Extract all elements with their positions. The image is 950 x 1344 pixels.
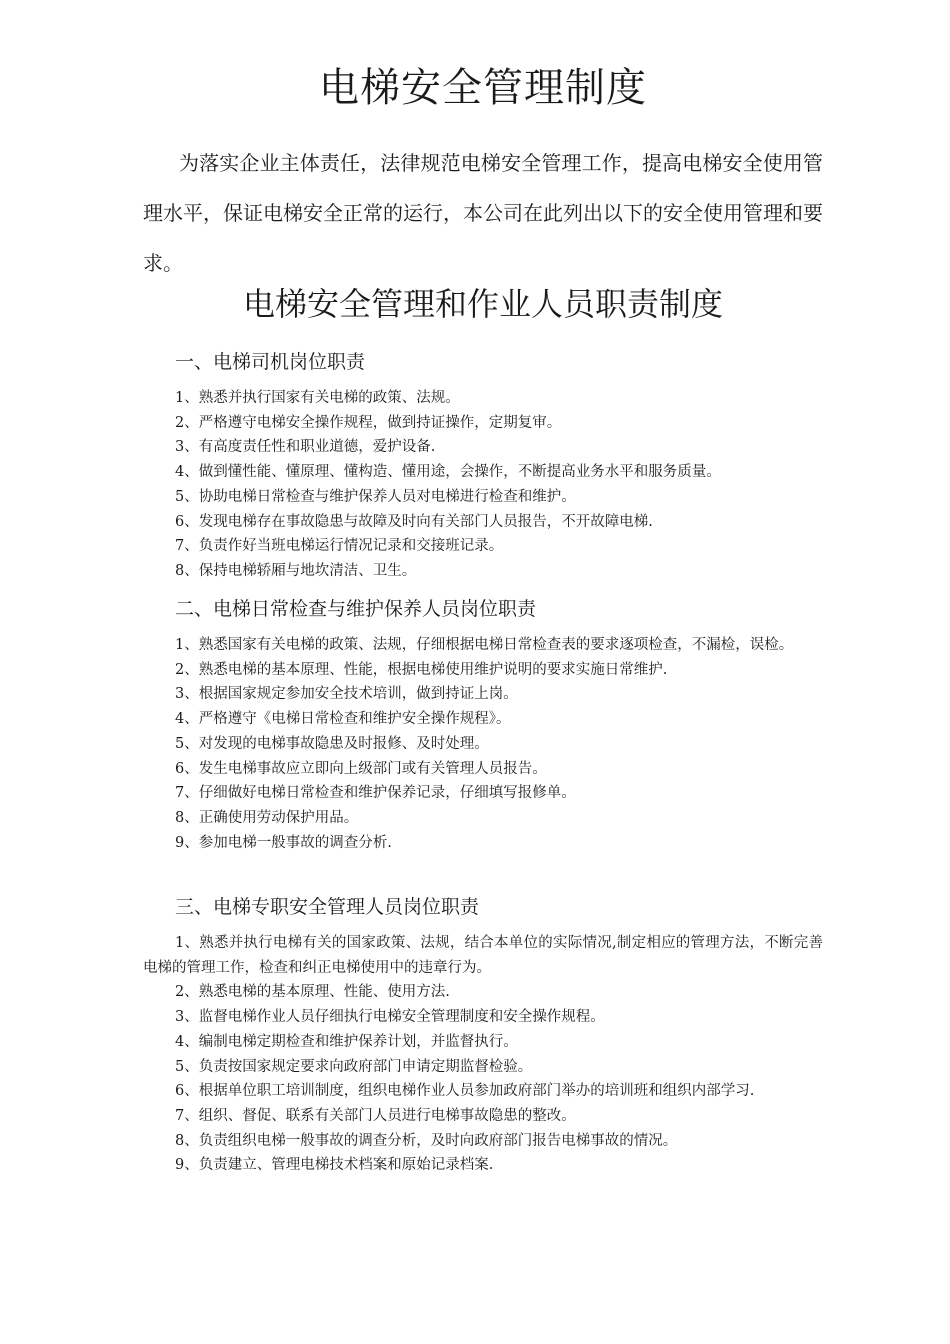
list-item: 3、根据国家规定参加安全技术培训，做到持证上岗。 [175, 686, 518, 703]
list-item: 2、熟悉电梯的基本原理、性能、使用方法. [175, 984, 450, 1001]
intro-paragraph: 为落实企业主体责任，法律规范电梯安全管理工作，提高电梯安全使用管理水平，保证电梯安全正常的运行，本公司在此列出以下的安全使用管理和要求。 [143, 151, 823, 275]
subsection-heading: 二、电梯日常检查与维护保养人员岗位职责 [175, 598, 537, 620]
list-item: 2、严格遵守电梯安全操作规程，做到持证操作，定期复审。 [175, 414, 562, 431]
list-item: 9、参加电梯一般事故的调查分析. [175, 834, 392, 851]
list-item: 9、负责建立、管理电梯技术档案和原始记录档案. [175, 1157, 494, 1174]
list-item: 7、组织、督促、联系有关部门人员进行电梯事故隐患的整改。 [175, 1107, 576, 1124]
list-item: 4、严格遵守《电梯日常检查和维护安全操作规程》。 [175, 711, 511, 728]
list-item: 7、负责作好当班电梯运行情况记录和交接班记录。 [175, 538, 504, 555]
list-item: 8、保持电梯轿厢与地坎清洁、卫生。 [175, 562, 417, 579]
list-item: 5、协助电梯日常检查与维护保养人员对电梯进行检查和维护。 [175, 488, 576, 505]
list-item: 8、负责组织电梯一般事故的调查分析，及时向政府部门报告电梯事故的情况。 [175, 1132, 678, 1149]
list-item: 1、熟悉并执行电梯有关的国家政策、法规，结合本单位的实际情况,制定相应的管理方法，不断完善电梯的管理工作，检查和纠正电梯使用中的违章行为。 [143, 935, 823, 976]
list-item: 2、熟悉电梯的基本原理、性能，根据电梯使用维护说明的要求实施日常维护. [175, 661, 668, 678]
list-item: 1、熟悉国家有关电梯的政策、法规，仔细根据电梯日常检查表的要求逐项检查，不漏检，误检。 [175, 637, 794, 653]
subsection-heading: 一、电梯司机岗位职责 [175, 351, 366, 373]
list-item: 1、熟悉并执行国家有关电梯的政策、法规。 [175, 390, 460, 406]
list-item: 3、监督电梯作业人员仔细执行电梯安全管理制度和安全操作规程。 [175, 1009, 605, 1026]
subsection-heading: 三、电梯专职安全管理人员岗位职责 [175, 896, 480, 918]
section-safety-manager-duties [143, 893, 823, 1178]
list-item: 3、有高度责任性和职业道德，爱护设备. [175, 439, 436, 456]
list-item: 4、做到懂性能、懂原理、懂构造、懂用途，会操作，不断提高业务水平和服务质量。 [175, 464, 721, 481]
section-maintenance-duties [143, 595, 823, 855]
list-item: 8、正确使用劳动保护用品。 [175, 809, 359, 826]
list-item: 6、根据单位职工培训制度，组织电梯作业人员参加政府部门举办的培训班和组织内部学习. [175, 1083, 755, 1100]
section-title: 电梯安全管理和作业人员职责制度 [242, 285, 723, 323]
section-driver-duties [143, 348, 823, 584]
list-item: 5、对发现的电梯事故隐患及时报修、及时处理。 [175, 735, 489, 752]
list-item: 6、发现电梯存在事故隐患与故障及时向有关部门人员报告，不开故障电梯. [175, 513, 653, 530]
list-item: 4、编制电梯定期检查和维护保养计划，并监督执行。 [175, 1033, 518, 1050]
list-item: 7、仔细做好电梯日常检查和维护保养记录，仔细填写报修单。 [175, 785, 576, 802]
document-title: 电梯安全管理制度 [319, 65, 647, 111]
list-item: 6、发生电梯事故应立即向上级部门或有关管理人员报告。 [175, 760, 547, 777]
list-item: 5、负责按国家规定要求向政府部门申请定期监督检验。 [175, 1058, 533, 1075]
